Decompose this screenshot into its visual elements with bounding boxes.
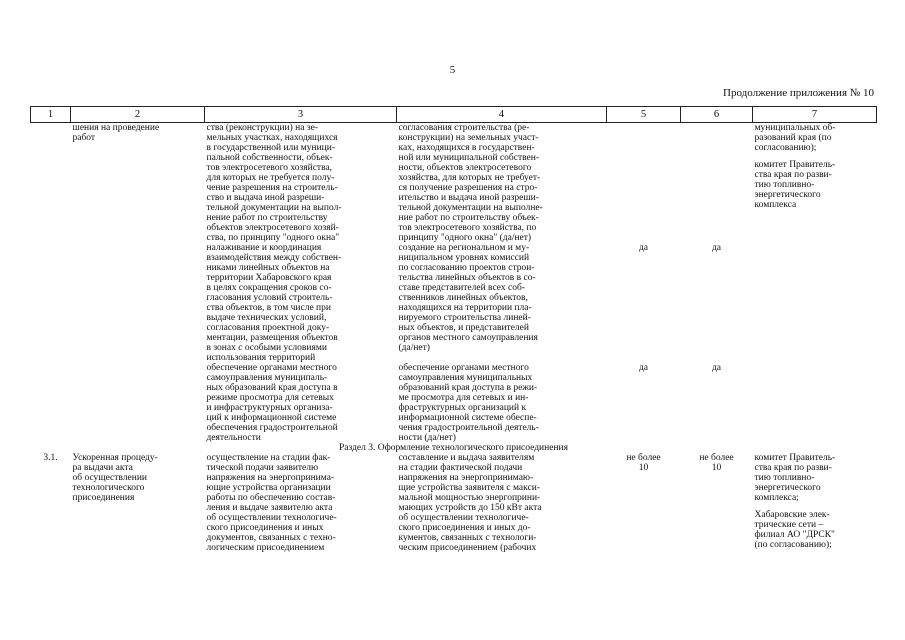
cell-activity: ства (реконструкции) на зе- мельных участках, находящихся в государственной или муници- пальной собственности, объек- тов электросетевого хозяйства, для которых не требуется полу- чение разрешения на строитель- ство и выдача иной разреши- тельной документации на выпол- нение работ по строительству объектов электросетевого хозяй- ства, по принципу "одного окна" bbox=[206, 123, 342, 243]
cell-value-1: да bbox=[638, 243, 649, 253]
header-col-7: 7 bbox=[753, 107, 877, 123]
header-col-4: 4 bbox=[397, 107, 607, 123]
table-row bbox=[31, 243, 877, 363]
cell-measure: шения на проведение работ bbox=[72, 123, 160, 143]
responsible-part: Хабаровские элек- трические сети – филиал АО "ДРСК" (по согласованию); bbox=[754, 510, 835, 550]
cell-value-1: да bbox=[638, 363, 649, 373]
cell-value-2 bbox=[681, 123, 753, 244]
cell-number bbox=[31, 363, 71, 443]
appendix-table bbox=[30, 106, 877, 553]
cell-responsible bbox=[753, 363, 877, 443]
cell-value-2: не более 10 bbox=[699, 453, 734, 473]
cell-measure: Ускоренная процеду- ра выдачи акта об осуществлении технологического присоединения bbox=[72, 453, 158, 503]
responsible-part: комитет Правитель- ства края по разви- тию топливно- энергетического комплекса; bbox=[754, 453, 836, 503]
cell-responsible bbox=[753, 453, 877, 553]
cell-number bbox=[31, 243, 71, 363]
cell-activity: налаживание и координация взаимодействия между собствен- никами линейных объектов на территории Хабаровского края в целях сокращения сроков со- гласования условий строитель- ства объектов, в том числе при выдаче технических условий, согласования проектной доку- ментации, размещения объектов в зонах с особыми условиями использования территорий bbox=[206, 243, 342, 363]
cell-indicator: согласования строительства (ре- конструкции) на земельных участ- ках, находящихся в государствен- ной или муниципальной собствен- ности, объектов электросетевого хозяйства, для которых не требует- ся получение разрешения на стро- ительство и выдача иной разреши- тельной документации на выполне- ние работ по строительству объек- тов электросетевого хозяйства, по принципу "одного окна" (да/нет) bbox=[398, 123, 543, 243]
appendix-caption: Продолжение приложения № 10 bbox=[723, 87, 874, 99]
responsible-part: муниципальных об- разований края (по согласованию); bbox=[754, 123, 836, 153]
cell-indicator: обеспечение органами местного самоуправления муниципальных образований края доступа в режи- ме просмотра для сетевых и ин- фраструктурных организаций к информационной системе обеспе- чения градостроительной деятель- ности (да/нет) bbox=[398, 363, 539, 443]
header-col-5: 5 bbox=[607, 107, 681, 123]
header-col-2: 2 bbox=[71, 107, 205, 123]
cell-value-2: да bbox=[711, 243, 722, 253]
section-heading: Раздел 3. Оформление технологического присоединения bbox=[339, 443, 568, 453]
cell-value-1: не более 10 bbox=[626, 453, 661, 473]
cell-indicator: создание на региональном и му- ниципальном уровнях комиссий по согласованию проектов строи- тельства линейных объектов в со- ставе представителей всех соб- ственников линейных объектов, находящихся на территории пла- нируемого строительства линей- ных объектов, и представителей органов местного самоуправления (да/нет) bbox=[398, 243, 538, 353]
cell-activity: обеспечение органами местного самоуправления муниципаль- ных образований края доступа в режиме просмотра для сетевых и инфраструктурных организа- ций к информационной системе обеспечения градостроительной деятельности bbox=[206, 363, 338, 443]
table-header-row bbox=[31, 107, 877, 123]
header-col-6: 6 bbox=[681, 107, 753, 123]
header-col-3: 3 bbox=[205, 107, 397, 123]
section-heading-row bbox=[31, 443, 877, 453]
cell-number: 3.1. bbox=[43, 453, 58, 463]
cell-responsible bbox=[753, 123, 877, 244]
cell-indicator: составление и выдача заявителям на стадии фактической подачи напряжения на энергопринимаю- щие устройства заявителя с макси- мальной мощностью энергоприни- мающих устройств до 150 кВт акта об осуществлении технологиче- ского присоединения и иных до- кументов, связанных с технологи- ческим присоединением (рабочих bbox=[398, 453, 542, 553]
responsible-part: комитет Правитель- ства края по разви- тию топливно- энергетического комплекса bbox=[754, 160, 836, 210]
cell-value-1 bbox=[607, 123, 681, 244]
table-row bbox=[31, 363, 877, 443]
cell-measure bbox=[71, 243, 205, 363]
header-col-1: 1 bbox=[31, 107, 71, 123]
cell-measure bbox=[71, 363, 205, 443]
table-row bbox=[31, 123, 877, 244]
cell-activity: осуществление на стадии фак- тической подачи заявителю напряжения на энергопринима- ющие устройства организации работы по обеспечению состав- ления и выдаче заявителю акта об осуществлении технологиче- ского присоединения и иных документов, связанных с техно- логическим присоединением bbox=[206, 453, 337, 553]
cell-value-2: да bbox=[711, 363, 722, 373]
table-row bbox=[31, 453, 877, 553]
cell-responsible bbox=[753, 243, 877, 363]
page-number: 5 bbox=[449, 64, 456, 76]
cell-number bbox=[31, 123, 71, 244]
